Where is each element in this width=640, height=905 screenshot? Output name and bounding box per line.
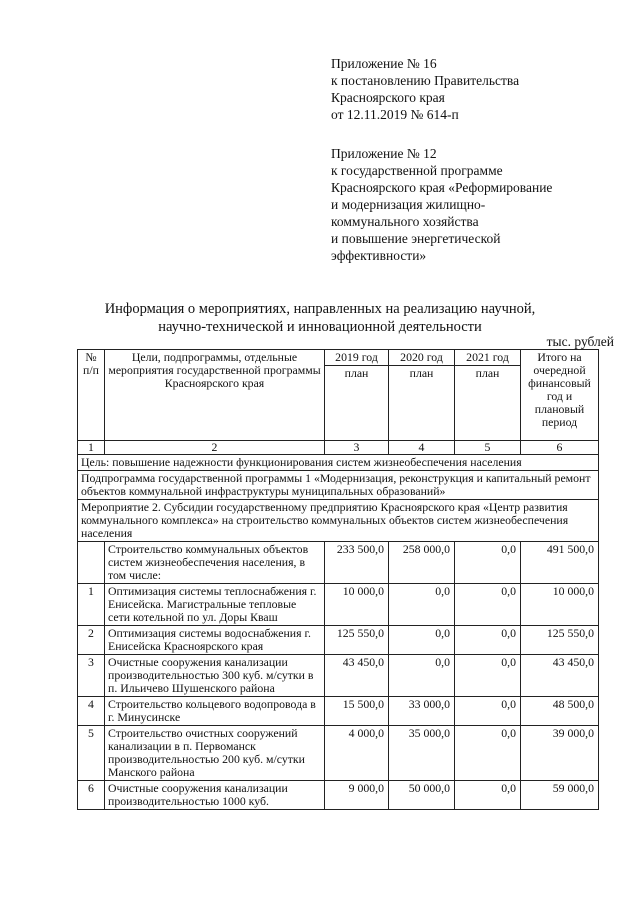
appendix-12-header [331, 145, 621, 264]
header-plan-2020: план [389, 366, 455, 441]
title-line: Информация о мероприятиях, направленных на реализацию научной, [104, 301, 536, 317]
header-plan-2019: план [325, 366, 389, 441]
table-row [78, 626, 599, 655]
value-total: 48 500,0 [521, 697, 599, 726]
document-title [60, 300, 580, 336]
row-number: 5 [78, 726, 105, 781]
column-index: 1 [78, 441, 105, 455]
subprogram-text: Подпрограмма государственной программы 1 «Модернизация, реконструкция и капитальный ремонт объектов коммунальной инфраструктуры муниципальных образований» [78, 471, 599, 500]
column-index: 3 [325, 441, 389, 455]
row-number: 6 [78, 781, 105, 810]
table-row [78, 655, 599, 697]
appendix-line: и повышение энергетической [331, 231, 501, 246]
row-number: 4 [78, 697, 105, 726]
value-2020: 0,0 [389, 626, 455, 655]
row-name: Оптимизация системы водоснабжения г. Енисейска Красноярского края [105, 626, 325, 655]
table-row [78, 542, 599, 584]
header-2019: 2019 год [325, 350, 389, 366]
appendix-line: коммунального хозяйства [331, 214, 479, 229]
value-2021: 0,0 [455, 781, 521, 810]
row-number [78, 542, 105, 584]
value-2019: 4 000,0 [325, 726, 389, 781]
value-2019: 233 500,0 [325, 542, 389, 584]
row-name: Строительство коммунальных объектов систем жизнеобеспечения населения, в том числе: [105, 542, 325, 584]
appendix-16-header [331, 55, 621, 123]
value-2019: 43 450,0 [325, 655, 389, 697]
value-total: 491 500,0 [521, 542, 599, 584]
value-2020: 0,0 [389, 655, 455, 697]
value-total: 10 000,0 [521, 584, 599, 626]
header-2021: 2021 год [455, 350, 521, 366]
appendix-line: и модернизация жилищно- [331, 197, 486, 212]
row-number: 3 [78, 655, 105, 697]
value-total: 125 550,0 [521, 626, 599, 655]
table-row [78, 726, 599, 781]
value-2019: 125 550,0 [325, 626, 389, 655]
row-number: 1 [78, 584, 105, 626]
table-row [78, 584, 599, 626]
appendix-line: от 12.11.2019 № 614-п [331, 107, 459, 122]
measures-table [77, 349, 599, 810]
value-2019: 10 000,0 [325, 584, 389, 626]
table-row [78, 697, 599, 726]
column-index: 6 [521, 441, 599, 455]
goal-text: Цель: повышение надежности функционирования систем жизнеобеспечения населения [78, 455, 599, 471]
header-num: № п/п [78, 350, 105, 441]
value-2021: 0,0 [455, 542, 521, 584]
appendix-line: к постановлению Правительства [331, 73, 520, 88]
value-2019: 9 000,0 [325, 781, 389, 810]
table-header-row [78, 350, 599, 366]
appendix-line: Приложение № 16 [331, 56, 437, 71]
row-name: Строительство кольцевого водопровода в г. Минусинске [105, 697, 325, 726]
unit-label: тыс. рублей [546, 334, 614, 349]
measure-row [78, 500, 599, 542]
row-name: Очистные сооружения канализации производительностью 300 куб. м/сутки в п. Ильичево Шушенского района [105, 655, 325, 697]
row-name: Оптимизация системы теплоснабжения г. Енисейска. Магистральные тепловые сети котельной по ул. Доры Кваш [105, 584, 325, 626]
header-plan-2021: план [455, 366, 521, 441]
value-2020: 33 000,0 [389, 697, 455, 726]
appendix-line: к государственной программе [331, 163, 503, 178]
value-2020: 50 000,0 [389, 781, 455, 810]
column-index: 5 [455, 441, 521, 455]
value-2019: 15 500,0 [325, 697, 389, 726]
table-row [78, 781, 599, 810]
header-goals: Цели, подпрограммы, отдельные мероприятия государственной программы Красноярского края [105, 350, 325, 441]
value-2021: 0,0 [455, 584, 521, 626]
appendix-line: Красноярского края «Реформирование [331, 180, 553, 195]
row-name: Строительство очистных сооружений канализации в п. Первоманск производительностью 200 куб. м/сутки Манского района [105, 726, 325, 781]
column-index: 2 [105, 441, 325, 455]
value-2020: 258 000,0 [389, 542, 455, 584]
header-total: Итого на очередной финансовый год и плановый период [521, 350, 599, 441]
goal-row [78, 455, 599, 471]
value-2020: 35 000,0 [389, 726, 455, 781]
appendix-line: Красноярского края [331, 90, 445, 105]
header-2020: 2020 год [389, 350, 455, 366]
value-total: 59 000,0 [521, 781, 599, 810]
value-2021: 0,0 [455, 626, 521, 655]
value-total: 43 450,0 [521, 655, 599, 697]
value-total: 39 000,0 [521, 726, 599, 781]
column-index-row [78, 441, 599, 455]
value-2021: 0,0 [455, 697, 521, 726]
value-2021: 0,0 [455, 655, 521, 697]
row-number: 2 [78, 626, 105, 655]
measure-text: Мероприятие 2. Субсидии государственному предприятию Красноярского края «Центр развития коммунального комплекса» на строительство коммунальных объектов систем жизнеобеспечения населения [78, 500, 599, 542]
value-2020: 0,0 [389, 584, 455, 626]
value-2021: 0,0 [455, 726, 521, 781]
row-name: Очистные сооружения канализации производительностью 1000 куб. [105, 781, 325, 810]
appendix-line: Приложение № 12 [331, 146, 437, 161]
subprogram-row [78, 471, 599, 500]
column-index: 4 [389, 441, 455, 455]
title-line: научно-технической и инновационной деятельности [158, 319, 482, 335]
appendix-line: эффективности» [331, 248, 427, 263]
